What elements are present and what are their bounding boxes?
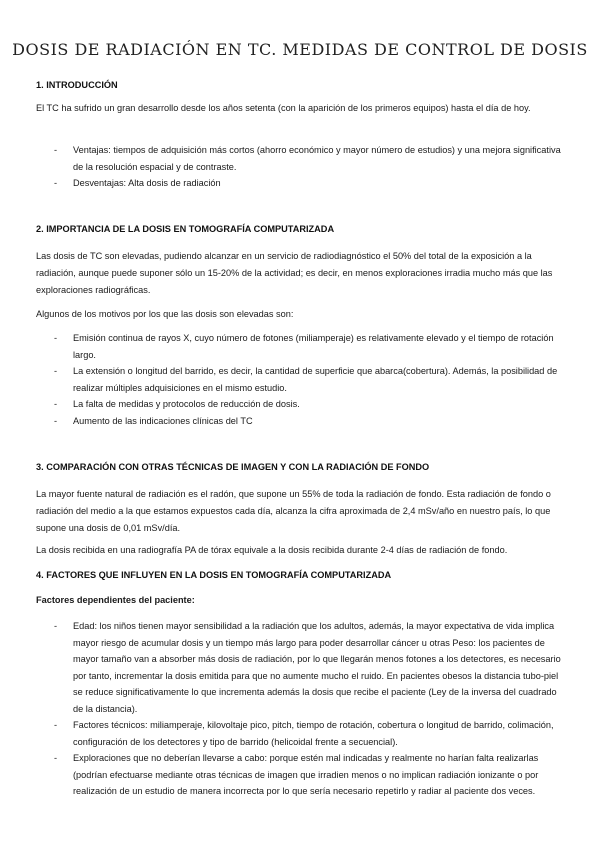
section-1-paragraph: El TC ha sufrido un gran desarrollo desde los años setenta (con la aparición de los primeros equipos) hasta el día de hoy. [36, 103, 531, 113]
list-item: - Ventajas: tiempos de adquisición más cortos (ahorro económico y mayor número de estudios) y una mejora significativa de la resolución espacial y de contraste. [54, 145, 561, 172]
list-item: - Factores técnicos: miliamperaje, kilovoltaje pico, pitch, tiempo de rotación, cobertura o longitud de barrido, colimación, configuración de los detectores y tipo de barrido (helicoidal frente a secuencial). [54, 720, 554, 747]
section-3-paragraph-2: La dosis recibida en una radiografía PA de tórax equivale a la dosis recibida durante 2-4 días de radiación de fondo. [36, 545, 508, 555]
section-4-heading: 4. FACTORES QUE INFLUYEN EN LA DOSIS EN TOMOGRAFÍA COMPUTARIZADA [36, 570, 392, 580]
list-item: - Desventajas: Alta dosis de radiación [54, 178, 221, 188]
section-3-paragraph-1: La mayor fuente natural de radiación es el radón, que supone un 55% de toda la radiación de fondo. Esta radiación de fondo o radiación del medio a la que estamos expuestos cada día, alcanza la cifra aproximada de 2,4 mSv/año en nuestro país, lo que supone una dosis de 0,01 mSv/día. [36, 489, 551, 533]
section-2-heading: 2. IMPORTANCIA DE LA DOSIS EN TOMOGRAFÍA COMPUTARIZADA [36, 224, 335, 234]
list-item: - Aumento de las indicaciones clínicas del TC [54, 415, 253, 426]
section-4-list [36, 618, 566, 800]
page-title: DOSIS DE RADIACIÓN EN TC. MEDIDAS DE CONTROL DE DOSIS [12, 40, 588, 59]
section-2-list [36, 330, 566, 429]
section-4-subheading: Factores dependientes del paciente: [36, 595, 195, 605]
section-1-heading: 1. INTRODUCCIÓN [36, 80, 118, 90]
section-2-paragraph-2: Algunos de los motivos por los que las dosis son elevadas son: [36, 309, 294, 319]
list-item: - La extensión o longitud del barrido, es decir, la cantidad de superficie que abarca(cobertura). Además, la posibilidad de realizar múltiples adquisiciones en el mismo estudio. [54, 366, 558, 393]
section-3-heading: 3. COMPARACIÓN CON OTRAS TÉCNICAS DE IMAGEN Y CON LA RADIACIÓN DE FONDO [36, 462, 430, 472]
list-item: - Edad: los niños tienen mayor sensibilidad a la radiación que los adultos, además, la mayor expectativa de vida implica mayor riesgo de acumular dosis y un tiempo más largo para poder desarrollar cáncer u otras Peso: los pacientes de mayor tamaño van a absorber más dosis de radiación, por lo que llegarán menos fotones a los detectores, es necesario por tanto, incrementar la dosis emitida para que no aumente mucho el ruido. En pacientes obesos la distancia tubo-piel se reduce significativamente lo que incrementa además la dosis que recibe el paciente (Ley de la inversa del cuadrado de la distancia). [54, 621, 561, 714]
list-item: - La falta de medidas y protocolos de reducción de dosis. [54, 399, 300, 409]
list-item: - Emisión continua de rayos X, cuyo número de fotones (miliamperaje) es relativamente elevado y el tiempo de rotación largo. [54, 333, 554, 360]
section-1-list [36, 142, 566, 192]
section-2-paragraph-1: Las dosis de TC son elevadas, pudiendo alcanzar en un servicio de radiodiagnóstico el 50% del total de la exposición a la radiación, aunque puede suponer sólo un 15-20% de la actividad; es decir, en menos exploraciones irradia mucho más que las exploraciones radiográficas. [36, 251, 553, 295]
list-item: - Exploraciones que no deberían llevarse a cabo: porque estén mal indicadas y realmente no harían falta realizarlas (podrían efectuarse mediante otras técnicas de imagen que irradien menos o no implican radiación ionizante o por realización de un estudio de manera incorrecta por lo que sería necesario repetirlo y radiar al paciente dos veces. [54, 753, 539, 796]
